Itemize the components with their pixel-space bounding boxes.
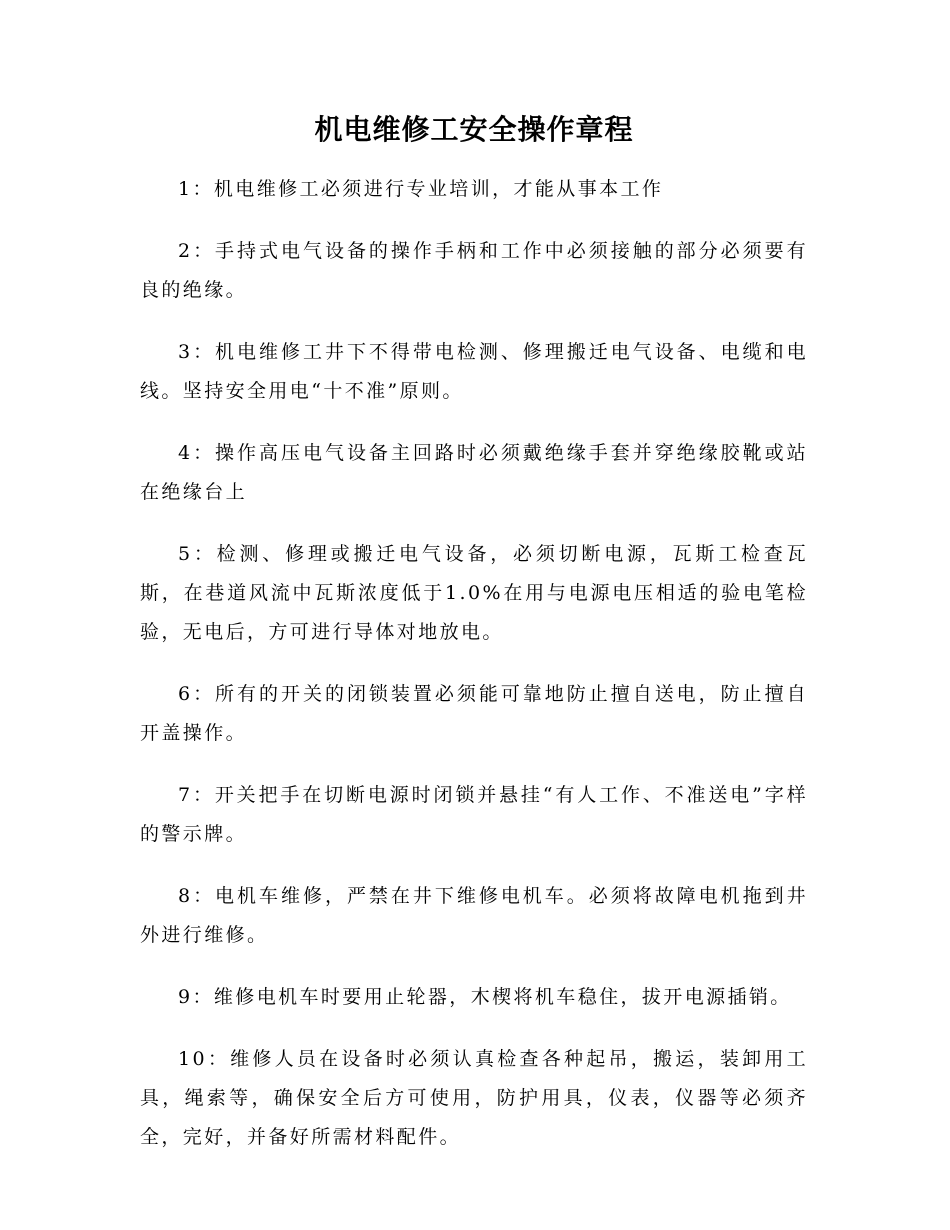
document-page <box>140 108 808 1180</box>
clause-8: 8：电机车维修，严禁在井下维修电机车。必须将故障电机拖到井外进行维修。 <box>140 885 808 946</box>
clause-5: 5：检测、修理或搬迁电气设备，必须切断电源，瓦斯工检查瓦斯，在巷道风流中瓦斯浓度低于1.0%在用与电源电压相适的验电笔检验，无电后，方可进行导体对地放电。 <box>140 543 808 643</box>
clause-3: 3：机电维修工井下不得带电检测、修理搬迁电气设备、电缆和电线。坚持安全用电“十不准”原则。 <box>140 341 808 402</box>
clause-10: 10：维修人员在设备时必须认真检查各种起吊，搬运，装卸用工具，绳索等，确保安全后方可使用，防护用具，仪表，仪器等必须齐全，完好，并备好所需材料配件。 <box>140 1048 808 1148</box>
clause-4: 4：操作高压电气设备主回路时必须戴绝缘手套并穿绝缘胶靴或站在绝缘台上 <box>140 442 808 503</box>
clause-6: 6：所有的开关的闭锁装置必须能可靠地防止擅自送电，防止擅自开盖操作。 <box>140 683 808 744</box>
document-title: 机电维修工安全操作章程 <box>314 113 634 146</box>
clause-9: 9：维修电机车时要用止轮器，木楔将机车稳住，拔开电源插销。 <box>178 986 792 1008</box>
clause-7: 7：开关把手在切断电源时闭锁并悬挂“有人工作、不准送电”字样的警示牌。 <box>140 784 808 845</box>
clause-1: 1：机电维修工必须进行专业培训，才能从事本工作 <box>178 178 664 200</box>
clause-2: 2：手持式电气设备的操作手柄和工作中必须接触的部分必须要有良的绝缘。 <box>140 240 808 301</box>
